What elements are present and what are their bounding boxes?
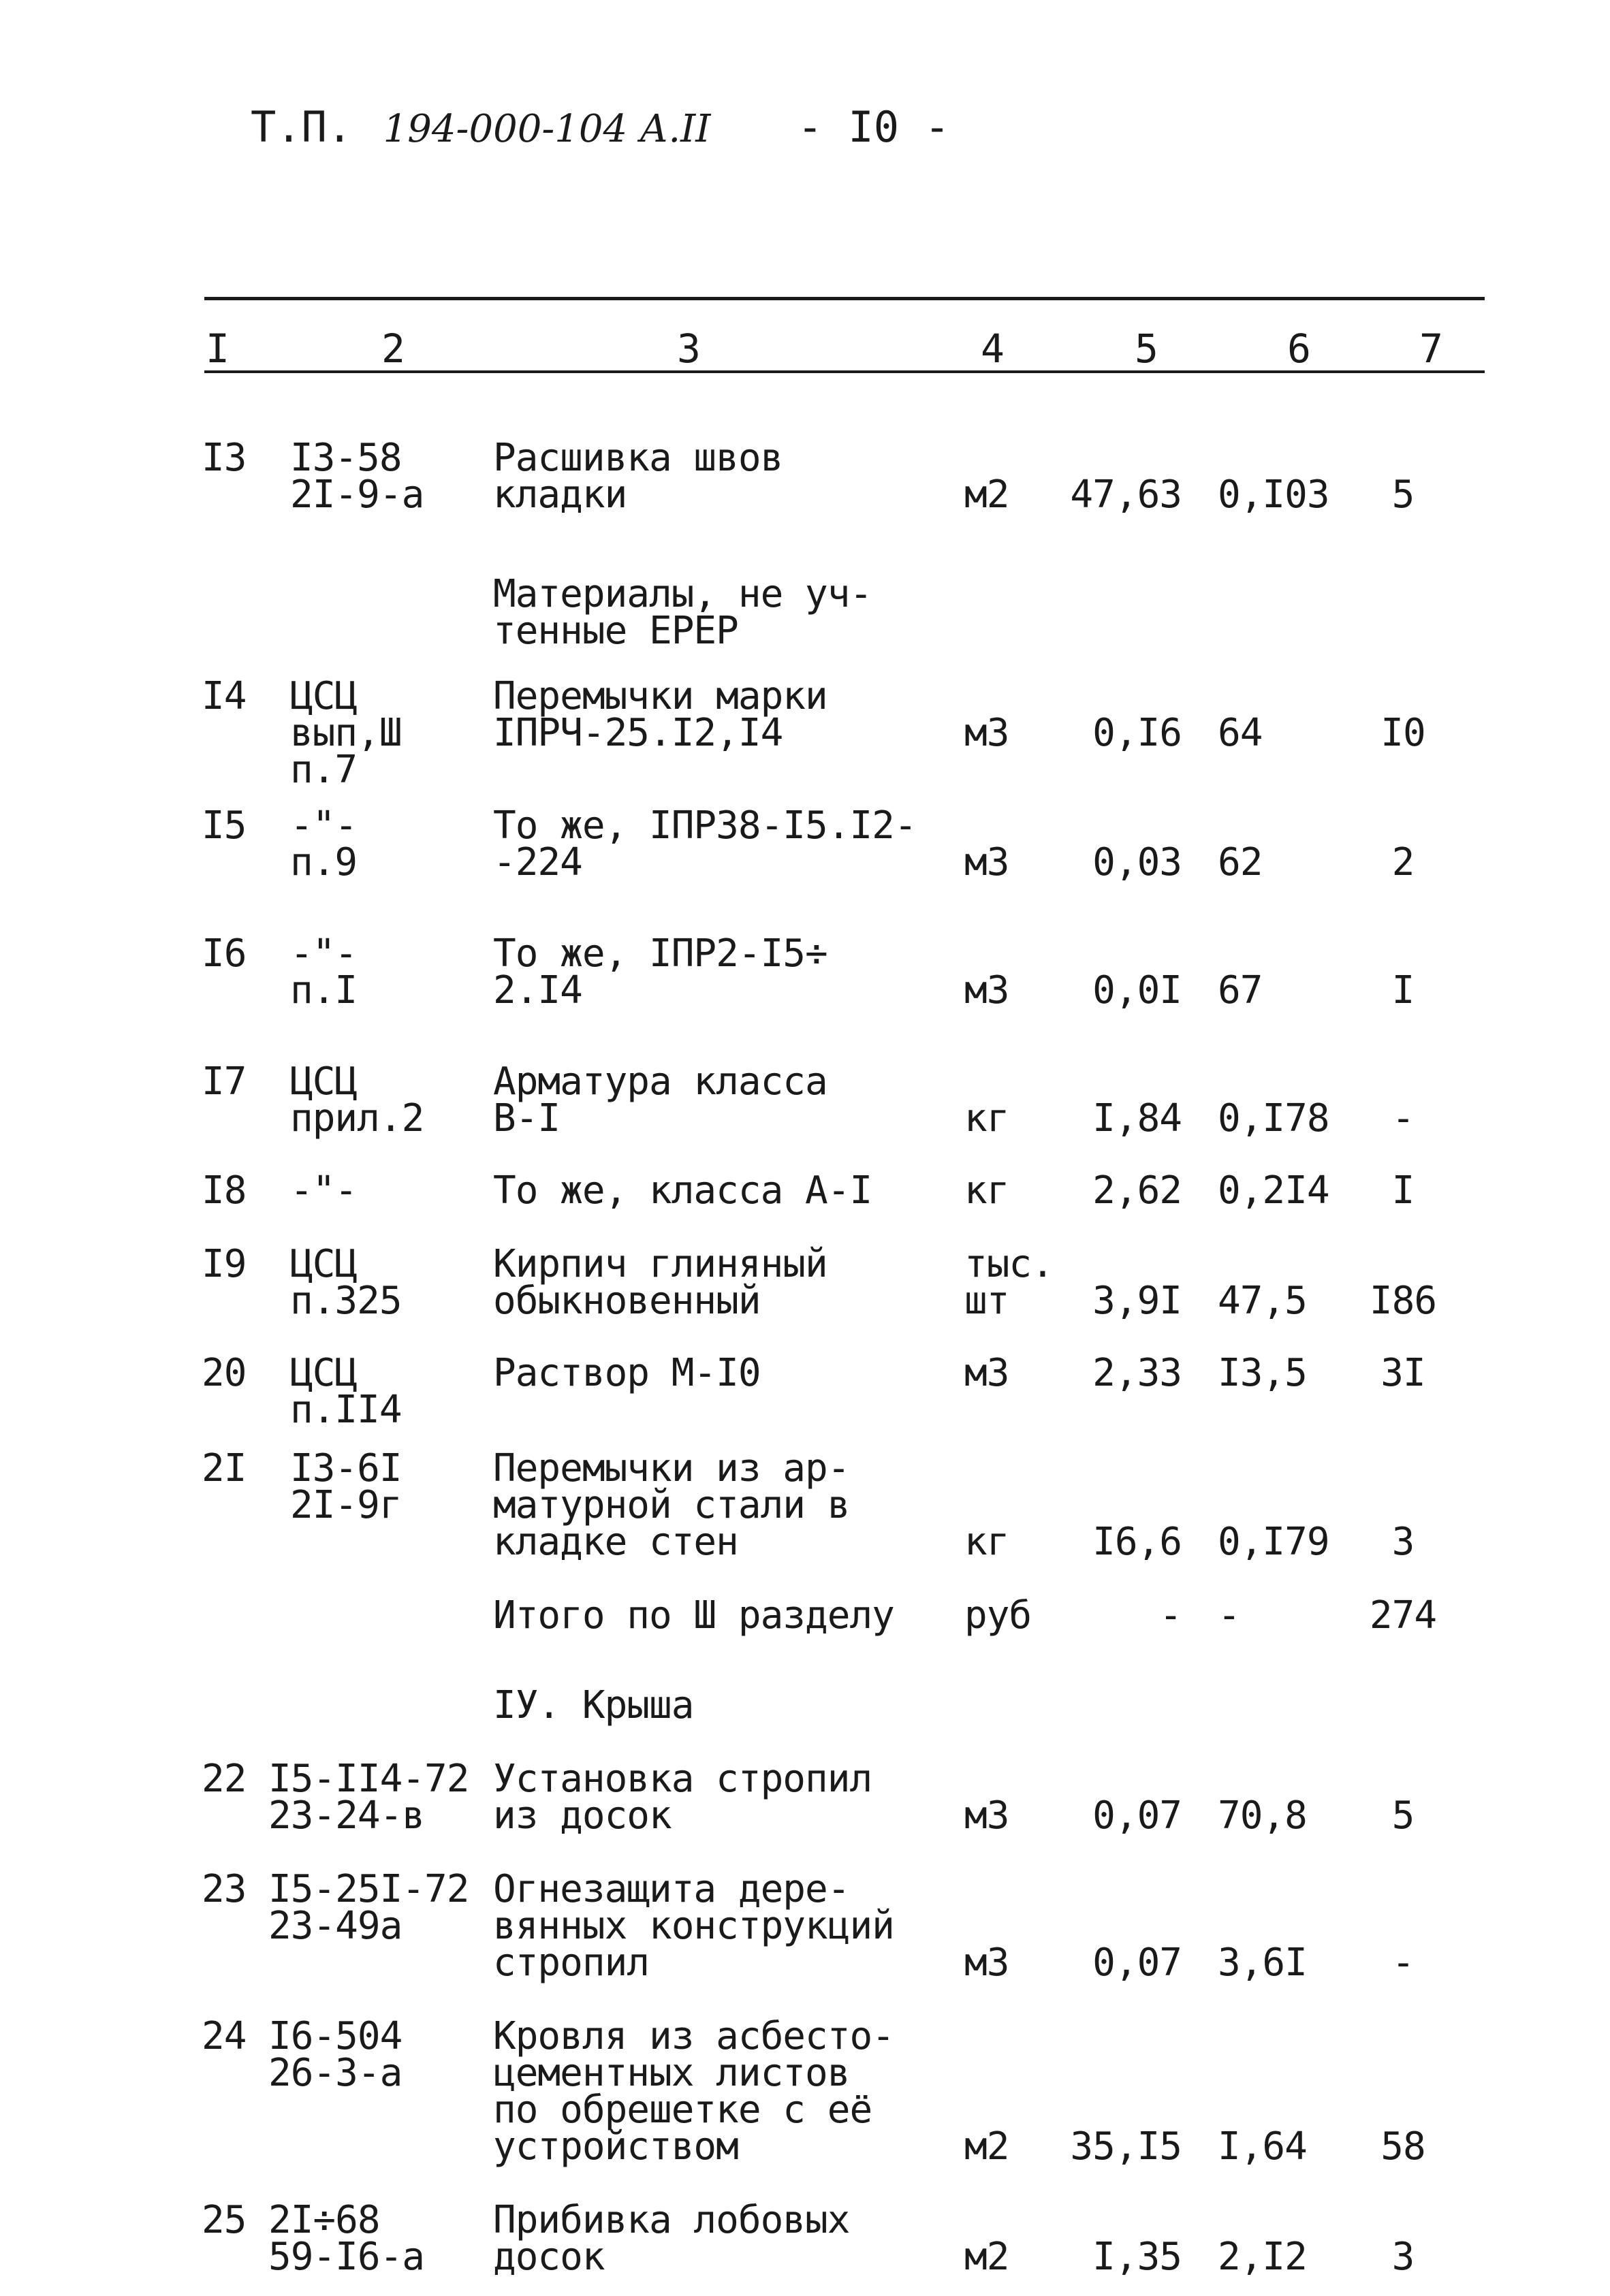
row-number: I9 <box>202 1242 247 1286</box>
row-number: I7 <box>202 1059 247 1104</box>
row-quantity: I,84 <box>1092 1096 1182 1141</box>
column-header-6: 6 <box>1287 325 1311 372</box>
row-number: 22 <box>202 1757 247 1801</box>
row-reference: ЦСЦ прил.2 <box>290 1059 424 1141</box>
row-quantity: 2,33 <box>1092 1351 1182 1395</box>
row-reference: 2I÷68 59-I6-а <box>268 2198 425 2279</box>
row-quantity: 0,03 <box>1092 840 1182 884</box>
row-reference: I5-II4-72 23-24-в <box>268 1757 469 1838</box>
column-header-1: I <box>206 325 230 372</box>
row-total: I86 <box>1369 1279 1437 1323</box>
row-unit: кг <box>964 1520 1009 1564</box>
row-quantity: 47,63 <box>1070 473 1182 517</box>
row-number: 2I <box>202 1446 247 1490</box>
row-number: I4 <box>202 674 247 718</box>
row-reference: ЦСЦ п.325 <box>290 1242 402 1323</box>
row-description: Установка стропил из досок <box>493 1757 872 1838</box>
row-description: То же, класса А-I <box>493 1168 872 1213</box>
row-unit-price: 0,I78 <box>1218 1096 1329 1141</box>
row-unit-price: I,64 <box>1218 2124 1307 2169</box>
row-quantity: I6,6 <box>1092 1520 1182 1564</box>
row-unit: кг <box>964 1168 1009 1213</box>
page-number: - I0 - <box>797 102 950 152</box>
row-unit: м3 <box>964 711 1009 755</box>
row-total: I0 <box>1380 711 1425 755</box>
row-reference: I3-6I 2I-9г <box>290 1446 402 1527</box>
row-unit-price: 70,8 <box>1218 1793 1307 1838</box>
row-total: 5 <box>1391 473 1415 517</box>
row-unit: м2 <box>964 473 1009 517</box>
row-unit-price: 67 <box>1218 968 1263 1013</box>
row-reference: I5-25I-72 23-49а <box>268 1867 469 1948</box>
row-description: Итого по Ш разделу <box>493 1593 894 1638</box>
row-total: 3 <box>1391 1520 1415 1564</box>
row-unit: м3 <box>964 968 1009 1013</box>
row-number: I8 <box>202 1168 247 1213</box>
row-description: То же, IПР2-I5÷ 2.I4 <box>493 931 827 1013</box>
row-reference: -"- п.I <box>290 931 358 1013</box>
row-number: I5 <box>202 803 247 848</box>
row-total: - <box>1391 1096 1415 1141</box>
row-quantity: 0,0I <box>1092 968 1182 1013</box>
project-code: 194-000-104 А.II <box>383 107 711 151</box>
section-title: IУ. Крыша <box>493 1683 694 1727</box>
row-quantity: 2,62 <box>1092 1168 1182 1213</box>
row-description: Огнезащита дере- вянных конструкций стропил <box>493 1867 894 1985</box>
row-quantity: 0,07 <box>1092 1941 1182 1985</box>
row-quantity: 3,9I <box>1092 1279 1182 1323</box>
row-description: Перемычки марки IПРЧ-25.I2,I4 <box>493 674 827 755</box>
row-description: Арматура класса В-I <box>493 1059 827 1141</box>
column-header-3: 3 <box>677 325 701 372</box>
row-total: - <box>1391 1941 1415 1985</box>
row-total: I <box>1391 1168 1415 1213</box>
page-header <box>251 102 950 152</box>
row-unit-price: I3,5 <box>1218 1351 1307 1395</box>
row-unit: кг <box>964 1096 1009 1141</box>
row-quantity: 0,07 <box>1092 1793 1182 1838</box>
row-unit: м3 <box>964 1941 1009 1985</box>
row-unit: руб <box>964 1593 1032 1638</box>
row-unit: м2 <box>964 2124 1009 2169</box>
column-header-2: 2 <box>381 325 405 372</box>
header-prefix: Т.П. <box>251 102 353 152</box>
row-reference: -"- <box>290 1168 358 1213</box>
column-header-4: 4 <box>981 325 1005 372</box>
row-number: 25 <box>202 2198 247 2242</box>
row-total: 3 <box>1391 2235 1415 2279</box>
row-unit-price: 47,5 <box>1218 1279 1307 1323</box>
row-total: 58 <box>1380 2124 1425 2169</box>
row-reference: ЦСЦ вып,Ш п.7 <box>290 674 402 792</box>
row-description: То же, IПР38-I5.I2- -224 <box>493 803 917 884</box>
row-description: Перемычки из ар- матурной стали в кладке стен <box>493 1446 850 1564</box>
row-number: I3 <box>202 436 247 480</box>
row-total: 3I <box>1380 1351 1425 1395</box>
row-number: 20 <box>202 1351 247 1395</box>
row-total: 5 <box>1391 1793 1415 1838</box>
row-unit: м3 <box>964 1351 1009 1395</box>
column-header-7: 7 <box>1419 325 1443 372</box>
row-description: Кирпич глиняный обыкновенный <box>493 1242 827 1323</box>
row-unit: м3 <box>964 840 1009 884</box>
row-number: 23 <box>202 1867 247 1911</box>
row-reference: I6-504 26-3-а <box>268 2014 402 2095</box>
row-reference: ЦСЦ п.II4 <box>290 1351 402 1432</box>
row-total: 274 <box>1369 1593 1437 1638</box>
row-unit-price: 64 <box>1218 711 1263 755</box>
table-top-rule <box>204 297 1485 300</box>
row-quantity: 35,I5 <box>1070 2124 1182 2169</box>
row-unit-price: 0,I03 <box>1218 473 1329 517</box>
row-unit-price: 0,I79 <box>1218 1520 1329 1564</box>
row-unit: м2 <box>964 2235 1009 2279</box>
row-quantity: - <box>1159 1593 1182 1638</box>
row-quantity: I,35 <box>1092 2235 1182 2279</box>
row-unit-price: 62 <box>1218 840 1263 884</box>
row-unit-price: 0,2I4 <box>1218 1168 1329 1213</box>
row-unit-price: 2,I2 <box>1218 2235 1307 2279</box>
row-unit-price: 3,6I <box>1218 1941 1307 1985</box>
row-description: Прибивка лобовых досок <box>493 2198 850 2279</box>
column-header-5: 5 <box>1135 325 1158 372</box>
row-number: I6 <box>202 931 247 976</box>
row-unit: тыс. шт <box>964 1242 1054 1323</box>
row-description: Кровля из асбесто- цементных листов по обрешетке с её устройством <box>493 2014 894 2169</box>
row-unit: м3 <box>964 1793 1009 1838</box>
row-quantity: 0,I6 <box>1092 711 1182 755</box>
row-total: I <box>1391 968 1415 1013</box>
row-reference: -"- п.9 <box>290 803 358 884</box>
row-description: Расшивка швов кладки <box>493 436 783 517</box>
row-unit-price: - <box>1218 1593 1240 1638</box>
row-description: Материалы, не уч- тенные ЕРЕР <box>493 572 872 653</box>
row-reference: I3-58 2I-9-а <box>290 436 424 517</box>
row-total: 2 <box>1391 840 1415 884</box>
row-number: 24 <box>202 2014 247 2058</box>
row-description: Раствор М-I0 <box>493 1351 761 1395</box>
